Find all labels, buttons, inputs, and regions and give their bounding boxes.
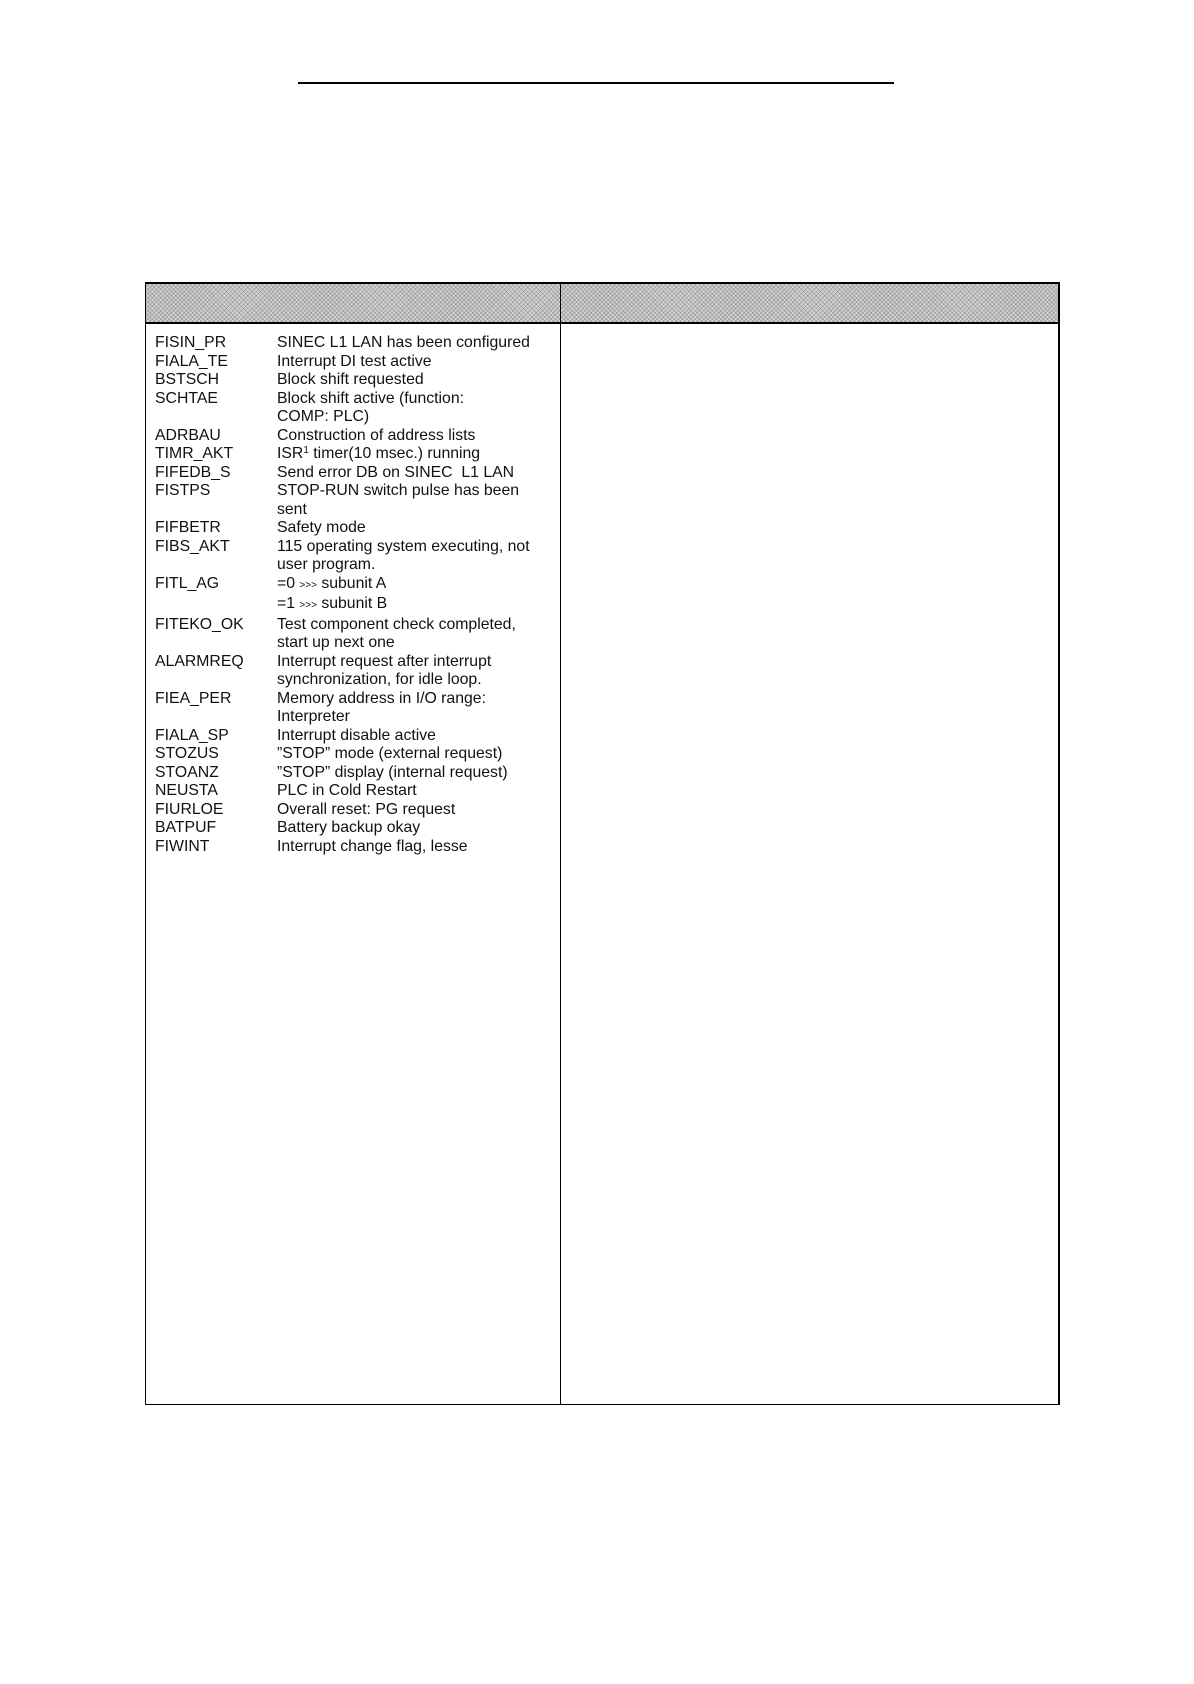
flag-description: Battery backup okay: [277, 819, 421, 836]
arrow-glyph: >>>: [299, 600, 317, 611]
flag-description: Interrupt disable active: [277, 726, 436, 744]
flag-description: ”STOP” display (internal request): [277, 763, 508, 781]
flag-row: [155, 482, 550, 519]
flag-description: Interrupt change flag, lesse: [277, 837, 468, 855]
flag-row: [155, 353, 550, 372]
flag-description: =0 >>> subunit A =1 >>> subunit B: [277, 574, 388, 612]
flag-row: [155, 764, 550, 783]
flag-row: [155, 519, 550, 538]
flag-name: FIURLOE: [155, 800, 224, 818]
flag-description: Overall reset: PG request: [277, 800, 456, 818]
flag-row: [155, 371, 550, 390]
flag-name: FIALA_SP: [155, 726, 229, 744]
flag-name: FITEKO_OK: [155, 615, 244, 633]
flag-name: BSTSCH: [155, 371, 220, 388]
flag-description: Test component check completed, start up next one: [277, 615, 516, 651]
flag-name: FISIN_PR: [155, 334, 227, 351]
flag-description: Block shift active (function: COMP: PLC): [277, 389, 465, 425]
flag-description: Block shift requested: [277, 371, 424, 388]
footnote-marker: 1: [303, 445, 309, 456]
isr-text: ISR: [277, 445, 304, 462]
flag-row: [155, 690, 550, 727]
flag-row: [155, 801, 550, 820]
column-divider: [560, 282, 561, 1404]
flag-name: FIALA_TE: [155, 352, 228, 370]
flag-row: [155, 782, 550, 801]
flag-name: FISTPS: [155, 482, 211, 499]
flag-row: [155, 616, 550, 653]
timer-text: timer(10 msec.) running: [308, 445, 481, 462]
flag-list: [155, 334, 550, 856]
flag-row: [155, 575, 550, 616]
flag-description: Construction of address lists: [277, 426, 476, 444]
flag-description: PLC in Cold Restart: [277, 782, 417, 799]
flag-name: FIBS_AKT: [155, 537, 230, 555]
flag-name: FITL_AG: [155, 574, 220, 592]
flag-row: [155, 653, 550, 690]
flag-description: STOP-RUN switch pulse has been sent: [277, 482, 520, 518]
table-header-band: [146, 282, 1058, 324]
flag-name: STOZUS: [155, 745, 219, 762]
flag-row: [155, 819, 550, 838]
flag-name: ADRBAU: [155, 426, 221, 444]
arrow-glyph: >>>: [299, 579, 317, 591]
flag-name: NEUSTA: [155, 782, 218, 799]
flag-row: [155, 390, 550, 427]
flag-table: [145, 282, 1060, 1405]
flag-name: ALARMREQ: [155, 652, 244, 670]
flag-description: SINEC L1 LAN has been configured: [277, 334, 530, 351]
flag-description: [277, 445, 550, 464]
flag-row: [155, 745, 550, 764]
flag-row: [155, 838, 550, 857]
flag-name: SCHTAE: [155, 389, 218, 407]
flag-name: STOANZ: [155, 763, 219, 781]
flag-description: Interrupt DI test active: [277, 352, 432, 370]
flag-description: Safety mode: [277, 519, 366, 536]
flag-row: [155, 464, 550, 483]
flag-description: ”STOP” mode (external request): [277, 745, 503, 762]
flag-description: Memory address in I/O range: Interpreter: [277, 689, 486, 725]
header-rule: [298, 82, 894, 84]
flag-name: BATPUF: [155, 819, 217, 836]
flag-row: [155, 445, 550, 464]
flag-row: [155, 538, 550, 575]
flag-row: [155, 427, 550, 446]
flag-description: Interrupt request after interrupt synchronization, for idle loop.: [277, 652, 492, 688]
flag-name: FIFBETR: [155, 519, 221, 536]
flag-description: 115 operating system executing, not user program.: [277, 537, 530, 573]
flag-description: Send error DB on SINEC L1 LAN: [277, 463, 515, 481]
flag-name: FIFEDB_S: [155, 463, 231, 481]
flag-name: FIEA_PER: [155, 689, 232, 707]
flag-name: FIWINT: [155, 837, 210, 855]
flag-row: [155, 727, 550, 746]
flag-name: TIMR_AKT: [155, 445, 234, 462]
flag-row: [155, 334, 550, 353]
